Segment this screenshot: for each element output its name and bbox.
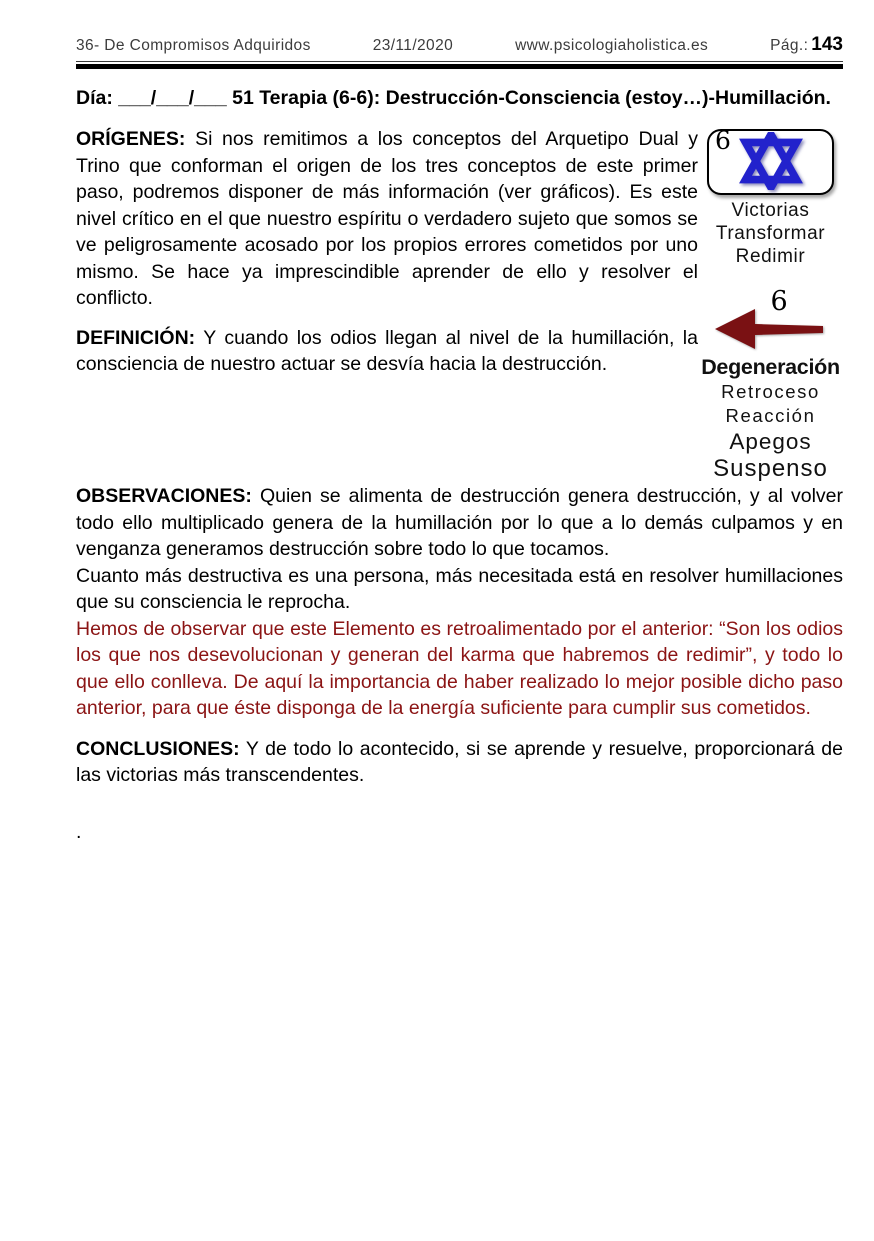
origenes-label: ORÍGENES: — [76, 128, 186, 150]
observaciones-paragraph — [76, 483, 843, 563]
degeneration-label: Reacción — [725, 405, 816, 426]
degeneration-labels — [701, 355, 840, 483]
sidebar-graphics — [698, 126, 843, 483]
victory-label: Redimir — [735, 246, 806, 267]
observaciones-highlight: Hemos de observar que este Elemento es retroalimentado por el anterior: “Son los odios los que nos desevolucionan y generan del karma que habremos de redimir”, y todo lo que ello conlleva. De aquí la importancia de haber realizado lo mejor posible dicho paso anterior, para que éste disponga de la energía suficiente para cumplir sus cometidos. — [76, 617, 843, 719]
victory-badge — [707, 126, 834, 195]
section-origenes — [76, 126, 698, 312]
observaciones-text: Quien se alimenta de destrucción genera destrucción, y al volver todo ello multiplicado genera de la humillación por lo que a lo demás culpamos y en venganza generamos destrucción sobre todo lo que tocamos. — [76, 485, 843, 560]
page-label: Pág.: — [770, 37, 809, 54]
conclusiones-label: CONCLUSIONES: — [76, 737, 240, 760]
victory-label: Victorias — [731, 200, 810, 221]
section-observaciones — [76, 483, 843, 722]
origenes-text: Si nos remitimos a los conceptos del Arquetipo Dual y Trino que conforman el origen de los tres conceptos de este primer paso, podremos disponer de más información (ver gráficos). Es este nivel crítico en el que nuestro espíritu o verdadero sujeto que somos se ve peligrosamente acosado por los propios errores cometidos por uno mismo. Se hace ya imprescindible aprender de ello y resolver el conflicto. — [76, 128, 698, 309]
section-conclusiones — [76, 736, 843, 789]
header-page — [770, 34, 843, 56]
content-columns — [76, 126, 843, 483]
header-website: www.psicologiaholistica.es — [515, 37, 709, 54]
degeneration-label: Suspenso — [713, 455, 828, 482]
definicion-label: DEFINICIÓN: — [76, 326, 196, 349]
degeneration-label: Retroceso — [721, 381, 820, 402]
header-date: 23/11/2020 — [372, 37, 454, 54]
degeneration-number: 6 — [770, 286, 788, 317]
page-header — [76, 34, 843, 69]
page-number: 143 — [811, 34, 843, 55]
header-rule — [76, 64, 843, 69]
trailing-dot: . — [76, 820, 82, 843]
victory-label: Transformar — [715, 223, 826, 244]
degeneration-label: Degeneración — [701, 355, 840, 379]
observaciones-paragraph-2: Cuanto más destructiva es una persona, más necesitada está en resolver humillaciones que su consciencia le reprocha. — [76, 564, 843, 613]
victory-labels — [716, 199, 825, 268]
observaciones-label: OBSERVACIONES: — [76, 485, 252, 507]
left-arrow-icon — [715, 304, 827, 352]
degeneration-arrow-block — [715, 286, 827, 354]
definicion-text: Y cuando los odios llegan al nivel de la humillación, la consciencia de nuestro actuar se desvía hacia la destrucción. — [76, 326, 698, 375]
page-title: Día: ___/___/___ 51 Terapia (6-6): Destrucción-Consciencia (estoy…)-Humillación. — [76, 87, 831, 109]
star-of-david-icon — [735, 132, 807, 190]
conclusiones-text: Y de todo lo acontecido, si se aprende y resuelve, proporcionará de las victorias más transcendentes. — [76, 737, 843, 786]
section-definicion — [76, 325, 698, 378]
degeneration-label: Apegos — [729, 429, 812, 454]
victory-badge-number: 6 — [715, 126, 731, 155]
header-chapter: 36- De Compromisos Adquiridos — [76, 37, 311, 54]
main-column — [76, 126, 698, 483]
